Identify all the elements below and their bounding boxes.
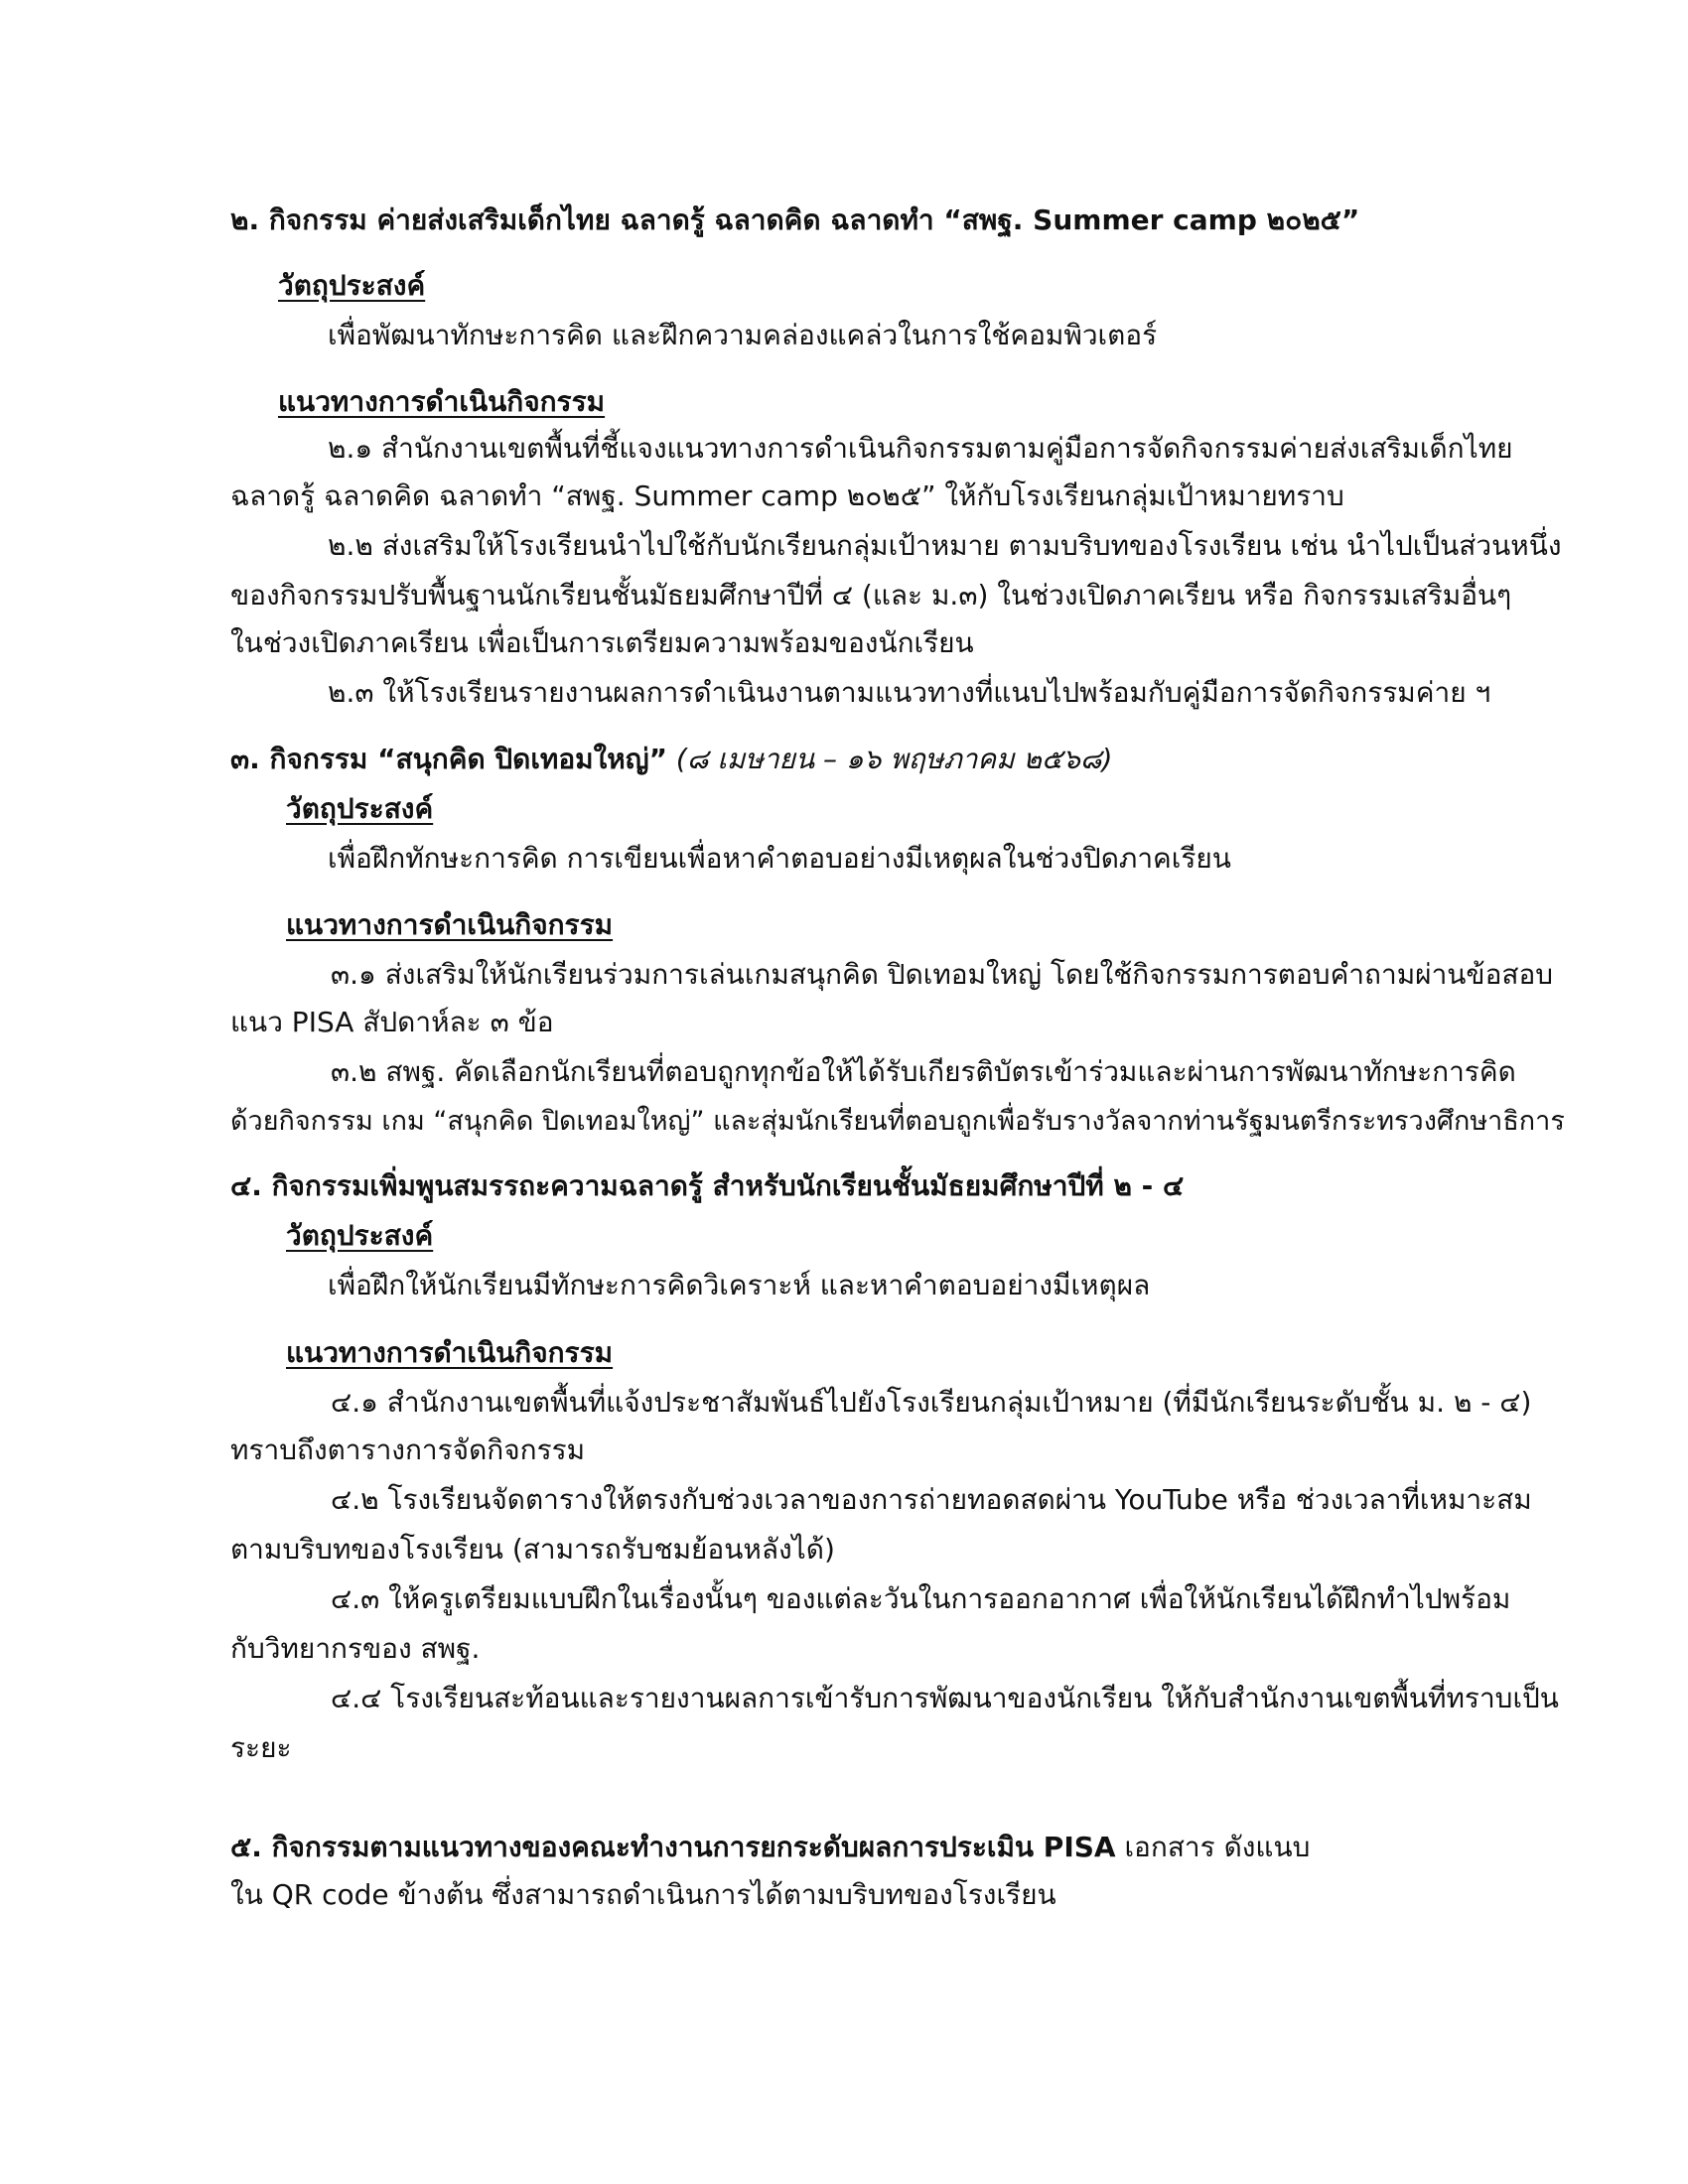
section-3-heading: ๓. กิจกรรม “สนุกคิด ปิดเทอมใหญ่” bbox=[230, 743, 668, 775]
section-5-heading: ๕. กิจกรรมตามแนวทางของคณะทำงานการยกระดับผลการประเมิน PISA bbox=[230, 1831, 1116, 1863]
section-4-item-1-line-2: ทราบถึงตารางการจัดกิจกรรม bbox=[230, 1433, 586, 1466]
section-5-heading-line bbox=[230, 1828, 1310, 1867]
section-2-item-1-line-2: ฉลาดรู้ ฉลาดคิด ฉลาดทำ “สพฐ. Summer camp ๒๐๒๕” ให้กับโรงเรียนกลุ่มเป้าหมายทราบ bbox=[230, 479, 1344, 512]
section-4-heading: ๔. กิจกรรมเพิ่มพูนสมรรถะความฉลาดรู้ สำหรับนักเรียนชั้นมัธยมศึกษาปีที่ ๒ - ๔ bbox=[230, 1169, 1185, 1202]
section-3-item-2-line-2: ด้วยกิจกรรม เกม “สนุกคิด ปิดเทอมใหญ่” และสุ่มนักเรียนที่ตอบถูกเพื่อรับรางวัลจากท่านรัฐมนตรีกระทรวงศึกษาธิการ bbox=[230, 1106, 1565, 1137]
section-2-item-1-line-1: ๒.๑ สำนักงานเขตพื้นที่ชี้แจงแนวทางการดำเนินกิจกรรมตามคู่มือการจัดกิจกรรมค่ายส่งเสริมเด็กไทย bbox=[328, 432, 1513, 465]
section-3-item-1-line-2: แนว PISA สัปดาห์ละ ๓ ข้อ bbox=[230, 1006, 554, 1038]
section-4-item-4-line-1: ๔.๔ โรงเรียนสะท้อนและรายงานผลการเข้ารับการพัฒนาของนักเรียน ให้กับสำนักงานเขตพื้นที่ทราบเป็น bbox=[331, 1682, 1559, 1714]
section-2-item-3-line-1: ๒.๓ ให้โรงเรียนรายงานผลการดำเนินงานตามแนวทางที่แนบไปพร้อมกับคู่มือการจัดกิจกรรมค่าย ฯ bbox=[328, 676, 1491, 709]
section-2-item-2-line-2: ของกิจกรรมปรับพื้นฐานนักเรียนชั้นมัธยมศึกษาปีที่ ๔ (และ ม.๓) ในช่วงเปิดภาคเรียน หรือ กิจกรรมเสริมอื่นๆ bbox=[230, 579, 1512, 612]
section-5-heading-rest: เอกสาร ดังแนบ bbox=[1115, 1831, 1311, 1863]
section-3-item-1-line-1: ๓.๑ ส่งเสริมให้นักเรียนร่วมการเล่นเกมสนุกคิด ปิดเทอมใหญ่ โดยใช้กิจกรรมการตอบคำถามผ่านข้อสอบ bbox=[331, 958, 1554, 991]
section-4-item-3-line-2: กับวิทยากรของ สพฐ. bbox=[230, 1632, 481, 1665]
section-4-item-2-line-1: ๔.๒ โรงเรียนจัดตารางให้ตรงกับช่วงเวลาของการถ่ายทอดสดผ่าน YouTube หรือ ช่วงเวลาที่เหมาะสม bbox=[331, 1483, 1532, 1516]
section-2-guideline-label: แนวทางการดำเนินกิจกรรม bbox=[278, 385, 606, 418]
section-4-guideline-label: แนวทางการดำเนินกิจกรรม bbox=[286, 1336, 614, 1369]
section-3-objective-label: วัตถุประสงค์ bbox=[286, 792, 434, 825]
section-3-heading-line bbox=[230, 740, 1112, 779]
section-4-item-1-line-1: ๔.๑ สำนักงานเขตพื้นที่แจ้งประชาสัมพันธ์ไปยังโรงเรียนกลุ่มเป้าหมาย (ที่มีนักเรียนระดับชั้น ม. ๒ - ๔) bbox=[331, 1386, 1532, 1419]
section-4-item-2-line-2: ตามบริบทของโรงเรียน (สามารถรับชมย้อนหลังได้) bbox=[230, 1533, 835, 1566]
section-2-heading: ๒. กิจกรรม ค่ายส่งเสริมเด็กไทย ฉลาดรู้ ฉลาดคิด ฉลาดทำ “สพฐ. Summer camp ๒๐๒๕” bbox=[230, 204, 1360, 236]
section-2-item-2-line-1: ๒.๒ ส่งเสริมให้โรงเรียนนำไปใช้กับนักเรียนกลุ่มเป้าหมาย ตามบริบทของโรงเรียน เช่น นำไปเป็นส่วนหนึ่ง bbox=[328, 529, 1562, 562]
section-4-objective-label: วัตถุประสงค์ bbox=[286, 1219, 434, 1252]
section-2-objective-text: เพื่อพัฒนาทักษะการคิด และฝึกความคล่องแคล่วในการใช้คอมพิวเตอร์ bbox=[328, 319, 1158, 351]
section-5-line-2: ใน QR code ข้างต้น ซึ่งสามารถดำเนินการได้ตามบริบทของโรงเรียน bbox=[230, 1878, 1056, 1911]
section-2-item-2-line-3: ในช่วงเปิดภาคเรียน เพื่อเป็นการเตรียมความพร้อมของนักเรียน bbox=[230, 626, 974, 659]
section-4-item-4-line-2: ระยะ bbox=[230, 1731, 292, 1764]
section-4-objective-text: เพื่อฝึกให้นักเรียนมีทักษะการคิดวิเคราะห์ และหาคำตอบอย่างมีเหตุผล bbox=[328, 1269, 1151, 1301]
section-2-objective-label: วัตถุประสงค์ bbox=[278, 269, 426, 302]
section-3-item-2-line-1: ๓.๒ สพฐ. คัดเลือกนักเรียนที่ตอบถูกทุกข้อให้ได้รับเกียรติบัตรเข้าร่วมและผ่านการพัฒนาทักษะการคิด bbox=[331, 1055, 1516, 1088]
section-3-heading-date: (๘ เมษายน – ๑๖ พฤษภาคม ๒๕๖๘) bbox=[675, 743, 1113, 775]
section-4-item-3-line-1: ๔.๓ ให้ครูเตรียมแบบฝึกในเรื่องนั้นๆ ของแต่ละวันในการออกอากาศ เพื่อให้นักเรียนได้ฝึกทำไปพร้อม bbox=[331, 1582, 1511, 1615]
section-3-objective-text: เพื่อฝึกทักษะการคิด การเขียนเพื่อหาคำตอบอย่างมีเหตุผลในช่วงปิดภาคเรียน bbox=[328, 842, 1231, 875]
section-3-guideline-label: แนวทางการดำเนินกิจกรรม bbox=[286, 908, 614, 941]
